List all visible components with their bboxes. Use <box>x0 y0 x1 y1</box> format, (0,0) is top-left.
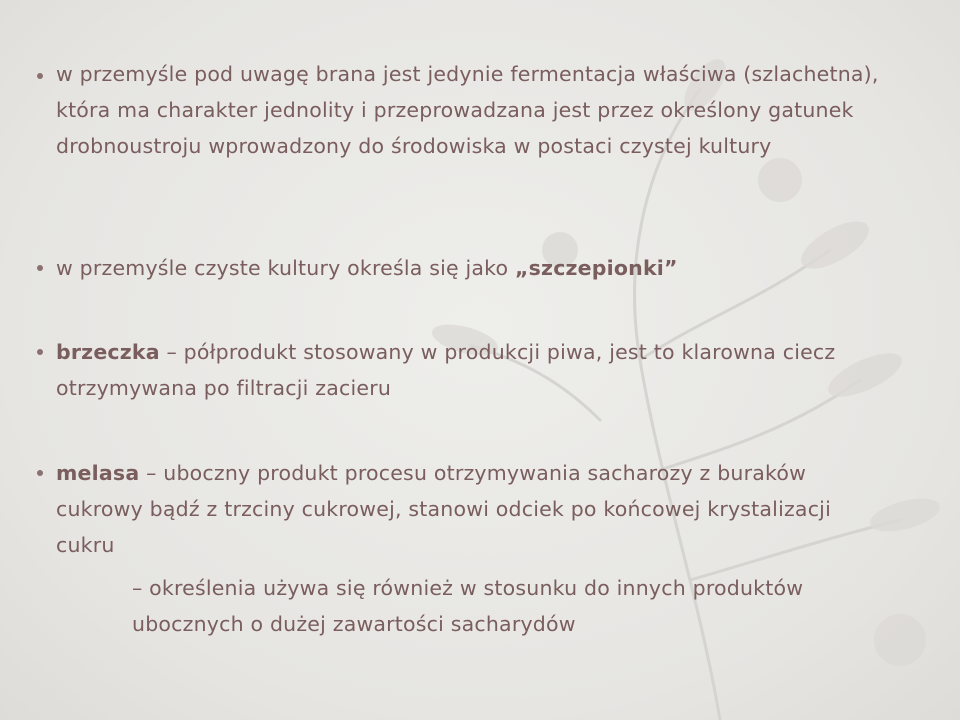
bullet-term-bold: brzeczka <box>56 340 160 364</box>
bullet-text <box>56 334 836 406</box>
bullet-definition: – uboczny produkt procesu otrzymywania sacharozy z buraków cukrowy bądź z trzciny cukrowej, stanowi odciek po końcowej krystalizacji cukru <box>56 461 831 557</box>
bullet-dot-icon <box>37 265 43 271</box>
bullet-dot-icon <box>37 470 43 476</box>
decor-flower <box>874 614 926 666</box>
bullet-text <box>56 455 856 563</box>
bullet-dot-icon <box>37 73 43 79</box>
bullet-term-bold: melasa <box>56 461 140 485</box>
bullet-item-fermentation <box>30 56 910 206</box>
bullet-term-bold: „szczepionki” <box>514 256 678 280</box>
bullet-definition: – półprodukt stosowany w produkcji piwa, jest to klarowna ciecz otrzymywana po filtracji zacieru <box>56 340 836 400</box>
sub-note: – określenia używa się również w stosunku do innych produktów ubocznych o dużej zawartości sacharydów <box>132 576 804 636</box>
bullet-item-molasses <box>30 455 910 565</box>
bullet-item-pure-cultures <box>30 250 910 286</box>
bullet-text-regular: w przemyśle czyste kultury określa się jako <box>56 256 515 280</box>
bullet-text: w przemyśle pod uwagę brana jest jedynie fermentacja właściwa (szlachetna), która ma charakter jednolity i przeprowadzana jest przez określony gatunek drobnoustroju wprowadzony do środowiska w postaci czystej kultury <box>56 62 879 158</box>
bullet-item-wort <box>30 334 910 408</box>
bullet-dot-icon <box>37 349 43 355</box>
bullet-text <box>56 250 910 286</box>
